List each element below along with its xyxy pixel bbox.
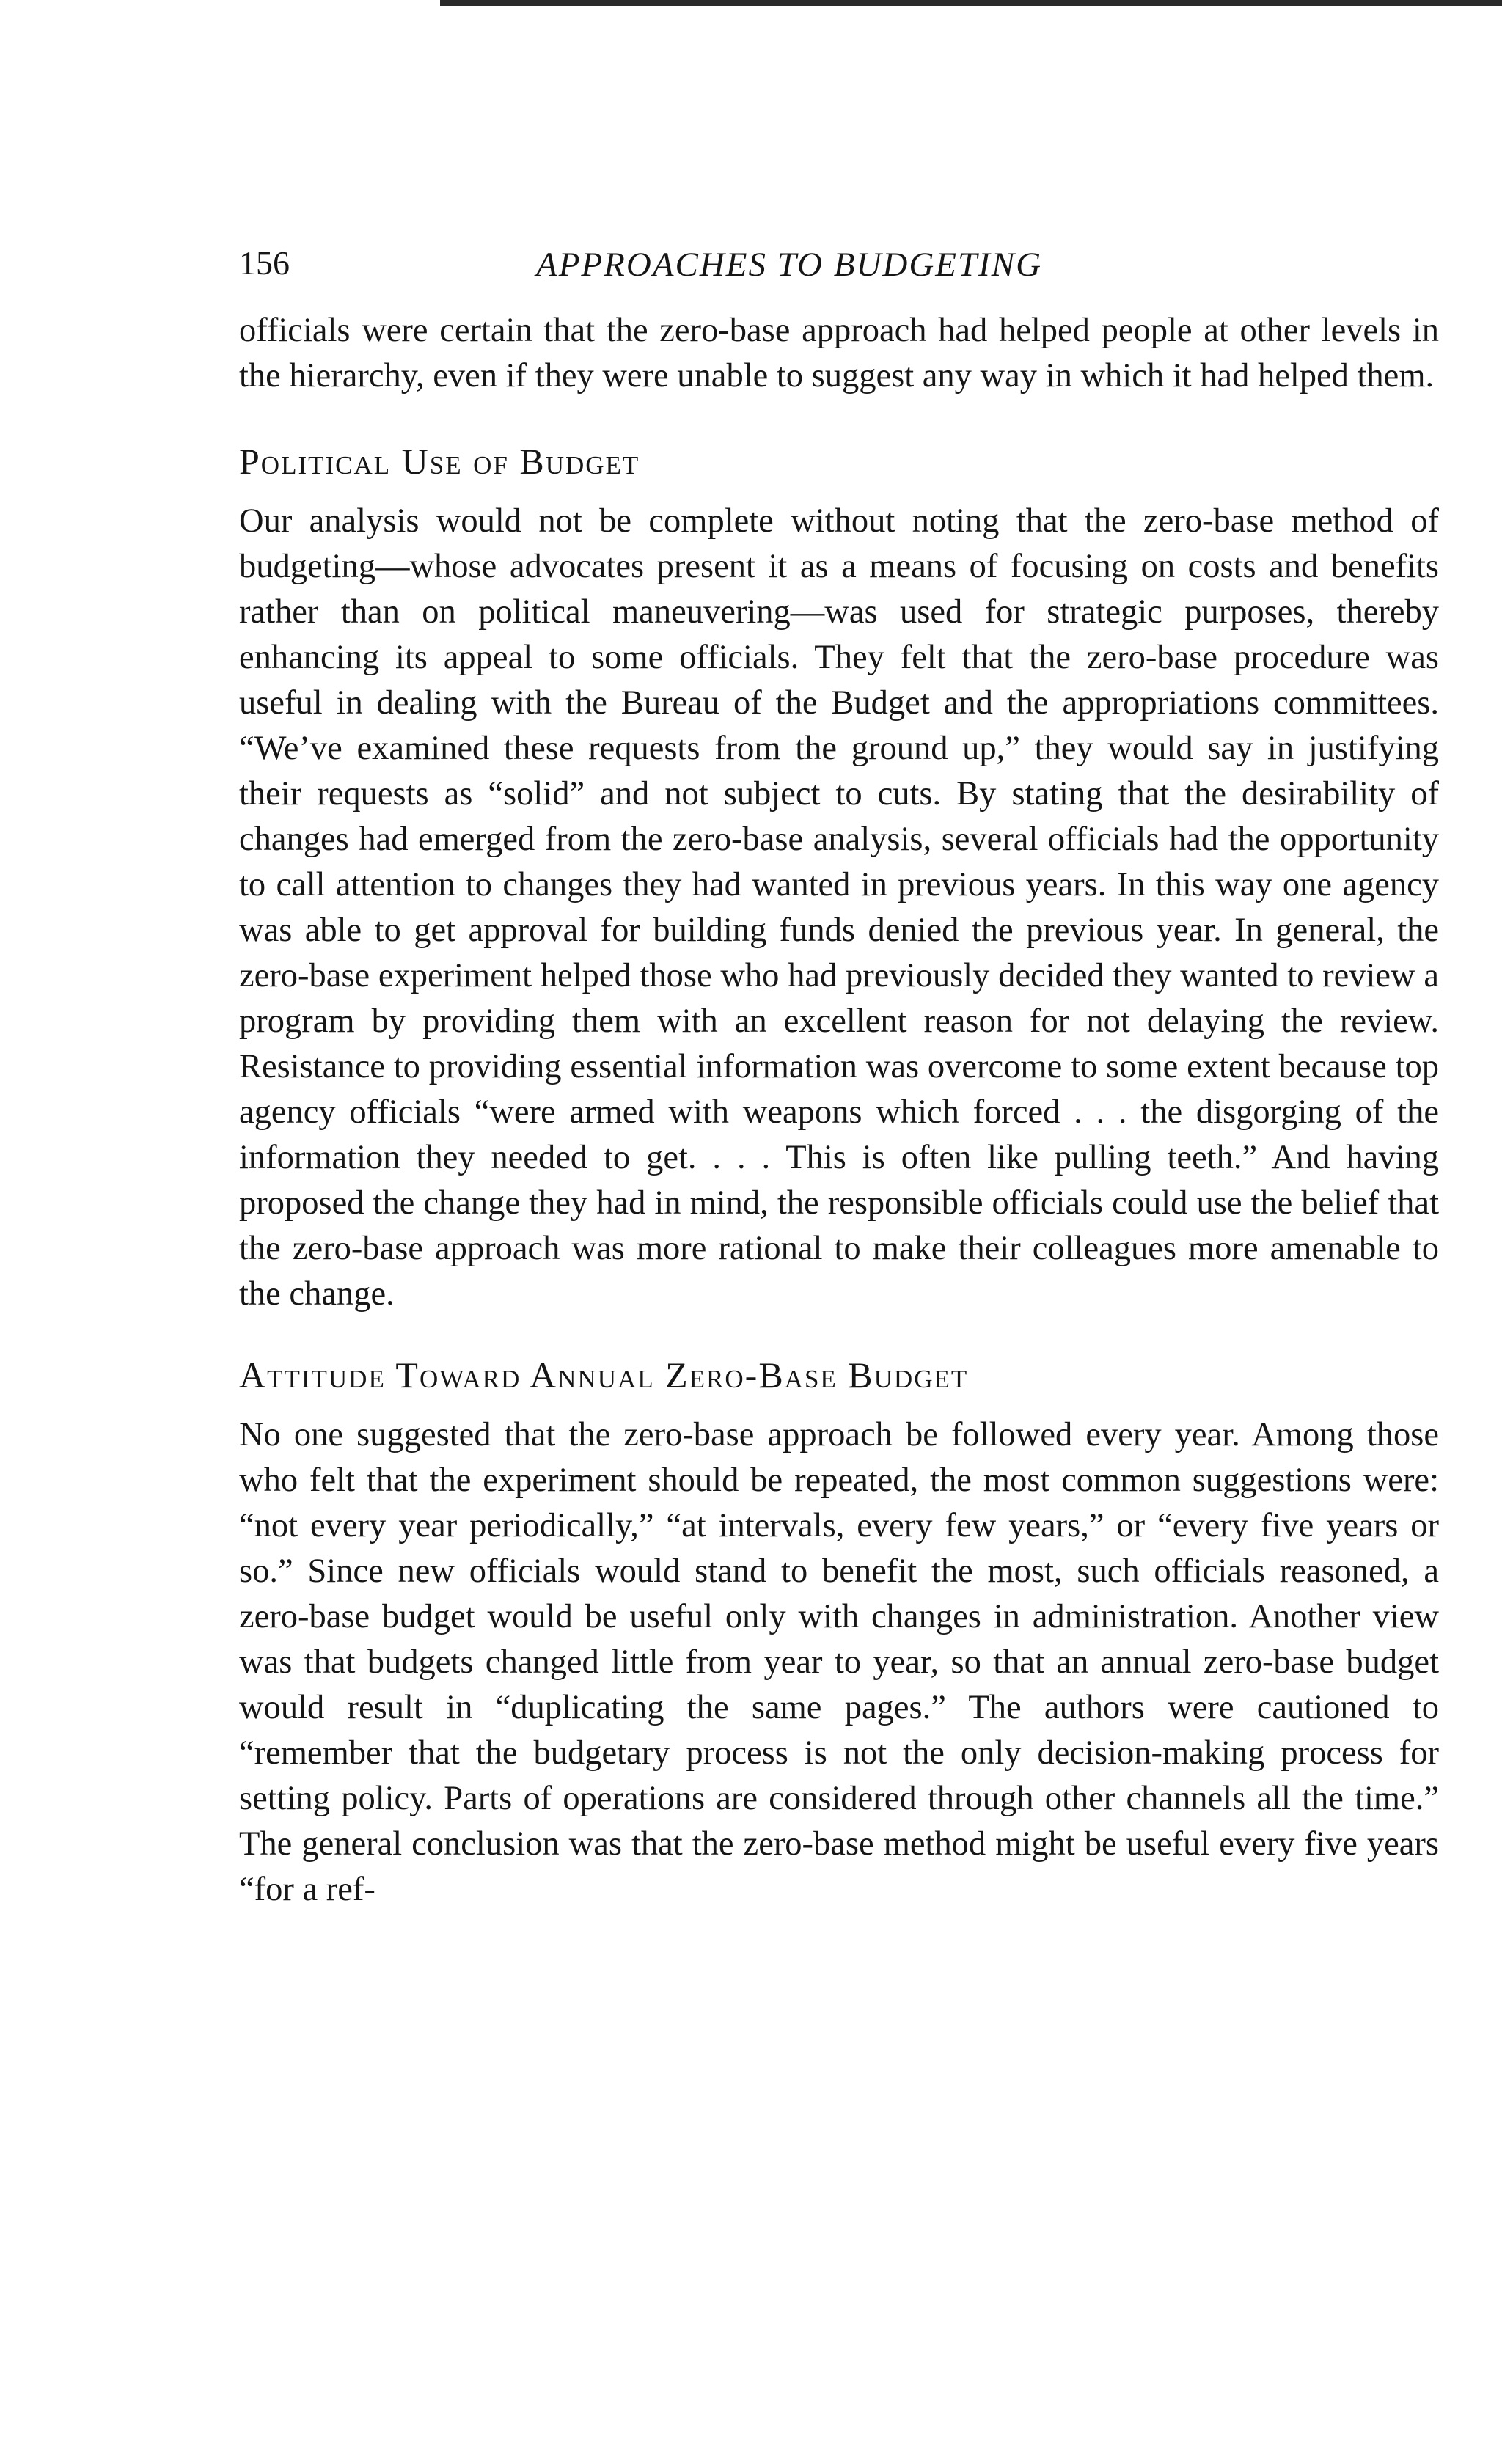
attitude-paragraph: No one suggested that the zero-base approach be followed every year. Among those who felt that the experiment should be repeated, the most common suggestions were: “not every year periodically,” “at intervals, every few years,” or “every five years or so.” Since new officials would stand to benefit the most, such officials reasoned, a zero-base budget would be useful only with changes in administration. Another view was that budgets changed little from year to year, so that an annual zero-base budget would result in “duplicating the same pages.” The authors were cautioned to “remember that the budgetary process is not the only decision-making process for setting policy. Parts of operations are considered through other channels all the time.” The general conclusion was that the zero-base method might be useful every five years “for a ref- — [239, 1416, 1439, 1908]
section-heading-political-use: Political Use of Budget — [239, 441, 640, 482]
book-page — [239, 242, 1439, 1913]
running-head — [239, 242, 1439, 301]
section-heading-attitude: Attitude Toward Annual Zero-Base Budget — [239, 1354, 969, 1396]
top-edge-rule — [440, 0, 1502, 6]
running-title: APPROACHES TO BUDGETING — [536, 246, 1043, 284]
political-use-paragraph: Our analysis would not be complete without noting that the zero-base method of budgeting—whose advocates present it as a means of focusing on costs and benefits rather than on political maneuvering—was used for strategic purposes, thereby enhancing its appeal to some officials. They felt that the zero-base procedure was useful in dealing with the Bureau of the Budget and the appropriations committees. “We’ve examined these requests from the ground up,” they would say in justifying their requests as “solid” and not subject to cuts. By stating that the desirability of changes had emerged from the zero-base analysis, several officials had the opportunity to call attention to changes they had wanted in previous years. In this way one agency was able to get approval for building funds denied the previous year. In general, the zero-base experiment helped those who had previously decided they wanted to review a program by providing them with an excellent reason for not delaying the review. Resistance to providing essential information was overcome to some extent because top agency officials “were armed with weapons which forced . . . the disgorging of the information they needed to get. . . . This is often like pulling teeth.” And having proposed the change they had in mind, the responsible officials could use the belief that the zero-base approach was more rational to make their colleagues more amenable to the change. — [239, 502, 1439, 1313]
page-number: 156 — [239, 244, 290, 282]
intro-paragraph: officials were certain that the zero-base approach had helped people at other levels in the hierarchy, even if they were unable to suggest any way in which it had helped them. — [239, 312, 1439, 395]
